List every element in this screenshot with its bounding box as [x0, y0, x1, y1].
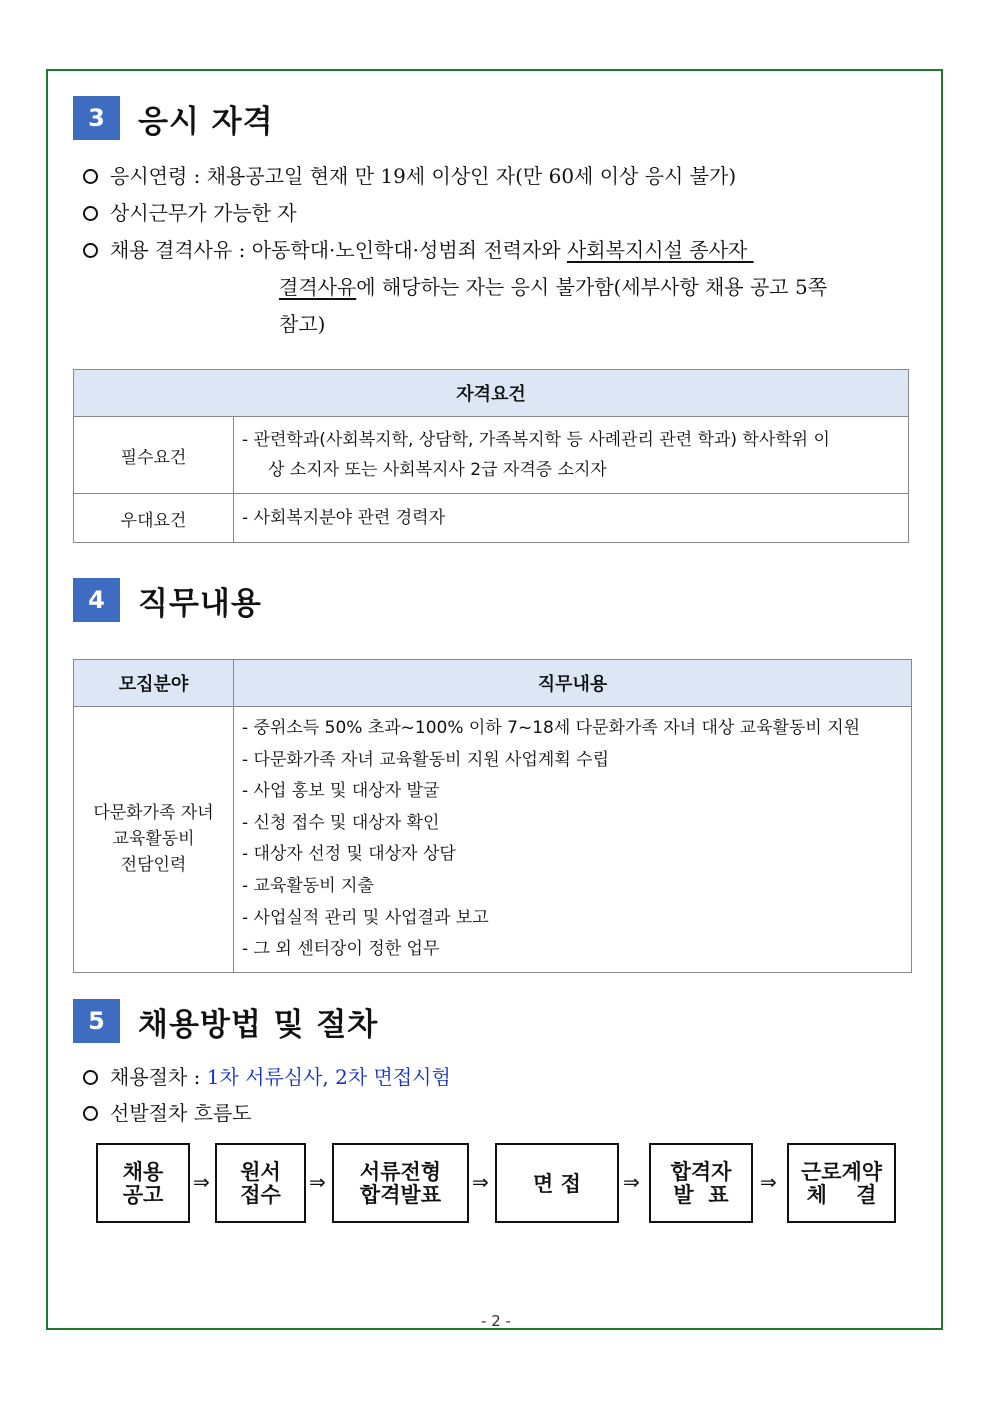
- flow-step-result: 합격자 발 표: [649, 1143, 753, 1223]
- section-number: 3: [73, 96, 120, 140]
- flow-step-interview: 면 접: [495, 1143, 619, 1223]
- flow-step-document: 서류전형 합격발표: [332, 1143, 469, 1223]
- arrow-icon: ⇒: [623, 1170, 640, 1194]
- arrow-icon: ⇒: [760, 1170, 777, 1194]
- qualification-table: [73, 369, 909, 543]
- arrow-icon: ⇒: [193, 1170, 210, 1194]
- list-item: - 다문화가족 자녀 교육활동비 지원 사업계획 수립: [242, 749, 609, 770]
- arrow-icon: ⇒: [309, 1170, 326, 1194]
- list-item: - 신청 접수 및 대상자 확인: [242, 812, 440, 833]
- list-item: - 사업 홍보 및 대상자 발굴: [242, 781, 440, 802]
- table-row: [74, 417, 909, 494]
- list-item: - 그 외 센터장이 정한 업무: [242, 939, 440, 960]
- bullet-procedure: 채용절차 : 1차 서류심사, 2차 면접시험: [83, 1065, 451, 1089]
- row-label: 우대요건: [74, 494, 234, 543]
- table-row: [74, 494, 909, 543]
- list-item: - 대상자 선정 및 대상자 상담: [242, 844, 456, 865]
- flow-step-announcement: 채용 공고: [96, 1143, 190, 1223]
- section-title: 응시 자격: [138, 103, 274, 140]
- row-content: - 사회복지분야 관련 경력자: [234, 494, 909, 543]
- disqualification-cont-2: 참고): [279, 312, 326, 336]
- section-4-header: [73, 578, 262, 622]
- field-cell: 다문화가족 자녀 교육활동비 전담인력: [74, 707, 234, 973]
- section-3-header: [73, 96, 274, 140]
- table-header: 자격요건: [74, 370, 909, 417]
- bullet-disqualification: 채용 결격사유 : 아동학대·노인학대·성범죄 전력자와 사회복지시설 종사자: [83, 238, 754, 262]
- table-row: [74, 707, 912, 973]
- row-content: - 관련학과(사회복지학, 상담학, 가족복지학 등 사례관리 관련 학과) 학사학위 이 상 소지자 또는 사회복지사 2급 자격증 소지자: [234, 417, 909, 494]
- flow-step-contract: 근로계약 체 결: [787, 1143, 896, 1223]
- section-number: 5: [73, 999, 120, 1043]
- section-number: 4: [73, 578, 120, 622]
- duty-table: [73, 659, 912, 973]
- list-item: - 사업실적 관리 및 사업결과 보고: [242, 907, 489, 928]
- col-header-duty: 직무내용: [234, 660, 912, 707]
- col-header-field: 모집분야: [74, 660, 234, 707]
- section-5-header: [73, 999, 378, 1043]
- bullet-fulltime: 상시근무가 가능한 자: [83, 201, 297, 225]
- disqualification-cont-1: 결격사유에 해당하는 자는 응시 불가함(세부사항 채용 공고 5쪽: [279, 275, 828, 299]
- circle-bullet-icon: [83, 206, 98, 221]
- flow-step-application: 원서 접수: [215, 1143, 306, 1223]
- duty-list: [234, 707, 912, 973]
- circle-bullet-icon: [83, 169, 98, 184]
- row-label: 필수요건: [74, 417, 234, 494]
- bullet-flowchart: 선발절차 흐름도: [83, 1101, 252, 1125]
- section-title: 채용방법 및 절차: [138, 1006, 379, 1043]
- circle-bullet-icon: [83, 243, 98, 258]
- arrow-icon: ⇒: [472, 1170, 489, 1194]
- list-item: - 중위소득 50% 초과~100% 이하 7~18세 다문화가족 자녀 대상 교육활동비 지원: [242, 718, 861, 738]
- section-title: 직무내용: [138, 585, 262, 622]
- bullet-age: 응시연령 : 채용공고일 현재 만 19세 이상인 자(만 60세 이상 응시 불가): [83, 164, 736, 188]
- page-number: - 2 -: [481, 1312, 511, 1330]
- circle-bullet-icon: [83, 1070, 98, 1085]
- list-item: - 교육활동비 지출: [242, 875, 374, 896]
- circle-bullet-icon: [83, 1106, 98, 1121]
